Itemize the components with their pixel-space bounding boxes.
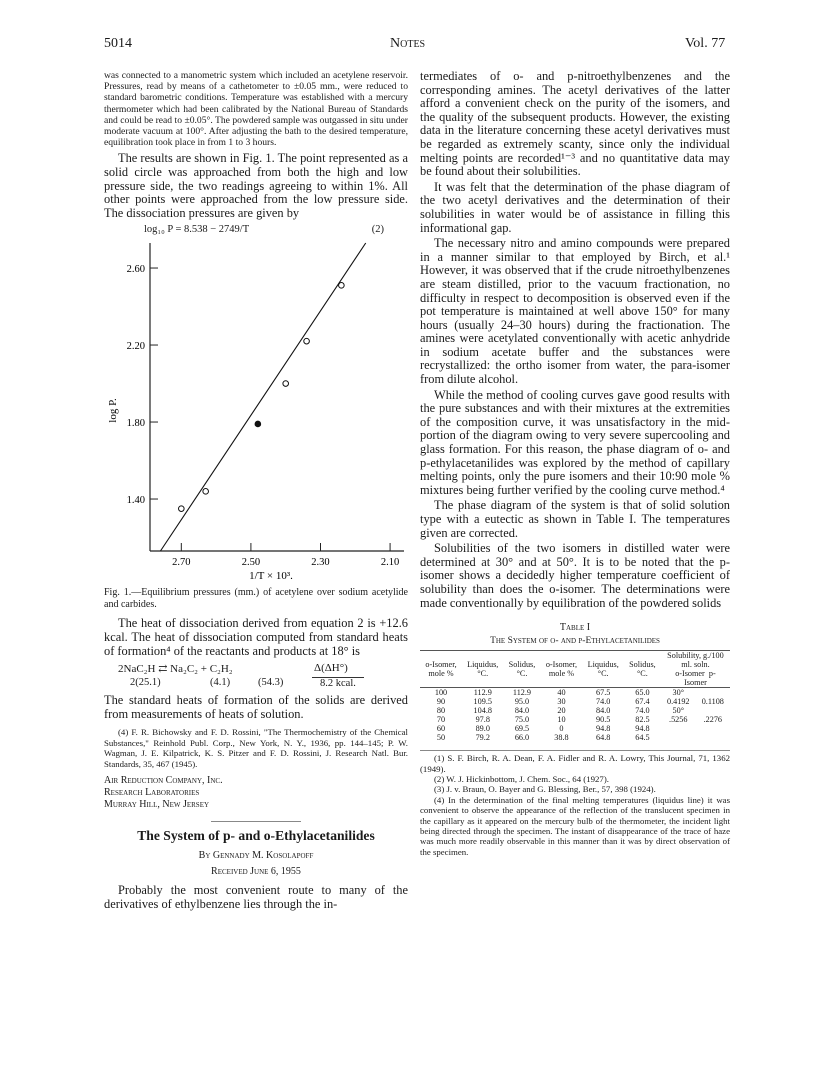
table-cell: 67.4	[635, 697, 650, 707]
reaction-values	[130, 677, 408, 691]
solubility-subheaders	[664, 669, 727, 687]
references	[420, 750, 730, 857]
affiliation-line: Research Laboratories	[104, 786, 200, 798]
solubility-temp: 30°	[672, 688, 684, 698]
table-cell: 69.5	[514, 724, 530, 734]
table-cell: 90	[436, 697, 446, 707]
table-cell: 64.8	[596, 733, 611, 743]
experimental-text: was connected to a manometric system which included an acetylene reservoir. Pressures, read by means of a cathetometer to ±0.05 mm., were reduced to standard barometric conditions. Temperature was established with a mercury thermometer which had been calibrated by the National Bureau of Standards and could be read to ±0.05°. The powdered sample was outgassed in situ under moderate vacuum at 100°. After adjusting the bath to the desired temperature, equilibration took place in from 1 to 3 hours.	[104, 70, 408, 149]
footnote-4: (4) F. R. Bichowsky and F. D. Rossini, "The Thermochemistry of the Chemical Substances," Reinhold Publ. Corp., New York, N. Y., 1936, pp. 144–145; P. W. Wagman, J. E. Kilpatrick, K. S. Pitzer and F. D. Rossini, J. Research Natl. Bur. Standards, 35, 467 (1945).	[104, 727, 408, 769]
solubility-title: Solubility, g./100 ml. soln.	[667, 651, 724, 670]
reaction-value: 8.2 kcal.	[312, 677, 364, 689]
table-row	[420, 715, 730, 724]
open-data-point	[283, 381, 289, 387]
table-cell: 75.0	[514, 715, 530, 725]
figure-caption: Fig. 1.—Equilibrium pressures (mm.) of acetylene over sodium acetylide and carbides.	[104, 587, 408, 611]
table-cell: 70	[436, 715, 446, 725]
table-cell: 112.9	[473, 688, 492, 698]
solubility-value: .5256	[669, 715, 688, 725]
table-cell: 97.8	[475, 715, 490, 725]
divider	[211, 821, 301, 822]
received-date: Received June 6, 1955	[211, 865, 301, 877]
table-label: Table I	[559, 622, 591, 634]
column-header: Solidus, °C.	[629, 660, 656, 679]
table-cell: 65.0	[635, 688, 650, 698]
table-cell	[696, 688, 730, 698]
table-cell	[661, 724, 696, 733]
paragraph: termediates of o- and p-nitroethylbenzenes and the corresponding amines. The acetyl derivatives of the latter afford a convenient check on the purity of the isomers, and the quality of the subsequent products. However, the existing data in the literature concerning these acetyl derivatives must be regarded as extremely scanty, since only the individual melting points are recorded¹⁻³ and no quantitative data may be found about their solubilities.	[420, 69, 730, 179]
equation-text: log₁₀ P = 8.538 − 2749/T	[144, 224, 250, 236]
table-cell: 94.8	[596, 724, 611, 734]
table-row	[420, 724, 730, 733]
reaction-line	[118, 662, 408, 676]
open-data-point	[203, 489, 209, 495]
table-cell: 95.0	[514, 697, 530, 707]
table-row	[420, 706, 730, 715]
paragraph: The phase diagram of the system is that of solid solution type with a eutectic as shown in Table I. The temperatures given are corrected.	[420, 498, 730, 540]
page-number: 5014	[104, 36, 132, 51]
solubility-value: .2276	[703, 715, 722, 725]
table-row	[420, 733, 730, 742]
x-tick-label: 2.70	[172, 557, 191, 569]
y-axis-label: log P.	[107, 398, 119, 424]
reaction-value: (4.1)	[210, 677, 231, 689]
reference: (3) J. v. Braun, O. Bayer and G. Blessing, Ber., 57, 398 (1924).	[434, 784, 656, 795]
table-title: The System of o- and p-Ethylacetanilides	[490, 636, 660, 647]
reference: (4) In the determination of the final melting temperatures (liquidus line) it was convenient to observe the appearance of the reflection of the translucent specimen in the capillary as it appeared on the mercury bulb of the thermometer, the incident light being directed through the specimen. The instant of disappearance of the trace of haze was much more readily observable in this manner than it was by direct observation of the specimen.	[420, 794, 730, 857]
reference: (2) W. J. Hickinbottom, J. Chem. Soc., 64 (1927).	[434, 773, 609, 784]
paragraph: Solubilities of the two isomers in distilled water were determined at 30° and at 50°. It is to be noted that the p-isomer shows a decidedly higher temperature coefficient of solubility than does the o-isomer. The determinations were made conventionally by equilibration of the powdered solids	[420, 541, 730, 610]
column-header: o-Isomer, mole %	[425, 660, 457, 679]
table-cell: 109.5	[473, 697, 492, 707]
x-tick-label: 2.30	[311, 557, 330, 569]
affiliation-line: Murray Hill, New Jersey	[104, 798, 210, 810]
open-data-point	[339, 283, 345, 289]
standard-heats-paragraph: The standard heats of formation of the solids are derived from measurements of heats of solution.	[104, 693, 408, 721]
table-cell: 40	[557, 688, 566, 698]
paragraph: The necessary nitro and amino compounds were prepared in a manner similar to that employed by Birch, et al.¹ However, it was observed that if the crude nitroethylbenzenes are steam distilled, prior to the vacuum fractionation, no difficulty in respect to decomposition is observed even if the pot temperature is maintained at well above 150° for many hours (usually 24–30 hours) during the fractionation. The amines were acetylated conventionally with acetic anhydride in sodium acetate buffer and the substances were recrystallized: the ortho isomer from water, the para-isomer from dilute alcohol.	[420, 236, 730, 387]
solubility-value: 0.1108	[701, 697, 724, 707]
table-cell: 67.5	[596, 688, 611, 698]
table-cell: 50	[436, 733, 446, 743]
affiliation-line: Air Reduction Company, Inc.	[104, 774, 223, 786]
table-cell: 89.0	[475, 724, 490, 734]
table-row	[420, 688, 730, 698]
heat-paragraph: The heat of dissociation derived from equation 2 is +12.6 kcal. The heat of dissociation computed from standard heats of formation⁴ of the reactants and products at 18° is	[104, 616, 408, 658]
reference: (1) S. F. Birch, R. A. Dean, F. A. Fidler and R. A. Lowry, This Journal, 71, 1362 (1949).	[420, 753, 730, 774]
solid-data-point	[255, 422, 261, 428]
table-cell: 64.5	[635, 733, 650, 743]
table-cell: 94.8	[635, 724, 650, 734]
column-header: Liquidus, °C.	[467, 660, 499, 679]
open-data-point	[304, 339, 310, 345]
table-cell: 112.9	[512, 688, 532, 698]
table-cell: 60	[436, 724, 446, 734]
solubility-subheader: p-Isomer	[684, 669, 716, 688]
equation-number: (2)	[371, 224, 384, 236]
solubility-header	[661, 651, 730, 688]
article-title: The System of p- and o-Ethylacetanilides	[137, 827, 375, 843]
table-cell	[696, 724, 730, 733]
open-data-point	[179, 506, 185, 512]
table-cell	[661, 733, 696, 742]
y-tick-label: 2.20	[126, 341, 145, 353]
column-header: Solidus, °C.	[508, 660, 536, 679]
paragraph: While the method of cooling curves gave good results with the pure substances and with their mixtures at the extremities of the composition curve, it was unsatisfactory in the mid-portion of the diagram owing to very severe supercooling and glass formation. For this reason, the phase diagram of o- and p-ethylacetanilides was explored by the method of capillary melting points, only the pure isomers and their 10:90 mole % mixtures being further verified by the cooling curve method.⁴	[420, 387, 730, 497]
y-tick-label: 1.40	[126, 495, 145, 507]
solubility-temp: 50°	[672, 706, 684, 716]
reaction-dh: Δ(ΔH°)	[314, 662, 348, 675]
table-cell: 20	[557, 706, 566, 716]
reaction-value: 2(25.1)	[130, 677, 161, 689]
volume-label: Vol. 77	[685, 36, 726, 51]
x-tick-label: 2.50	[241, 557, 261, 569]
table-cell: 79.2	[475, 733, 490, 743]
affiliation	[104, 775, 408, 811]
right-column	[420, 70, 730, 857]
reaction-value: (54.3)	[258, 677, 284, 689]
table-cell: 82.5	[635, 715, 650, 725]
table-cell	[696, 733, 730, 742]
table-cell: 90.5	[596, 715, 611, 725]
table-cell: 30	[557, 697, 566, 707]
fit-line	[160, 243, 365, 551]
author: By Gennady M. Kosolapoff	[198, 849, 314, 861]
table-cell: 0	[559, 724, 564, 734]
running-head: Notes	[390, 36, 426, 51]
paragraph: It was felt that the determination of the phase diagram of the two acetyl derivatives and the determination of their solubilities in water would be of assistance in filling this informational gap.	[420, 179, 730, 235]
table-row	[420, 697, 730, 706]
table-cell: 74.0	[596, 697, 611, 707]
table-cell: 10	[557, 715, 566, 725]
reaction-equation: 2NaC₂H ⇄ Na₂C₂ + C₂H₂	[118, 663, 233, 676]
table-cell	[696, 706, 730, 715]
table-cell: 74.0	[635, 706, 650, 716]
table-cell: 104.8	[473, 706, 492, 716]
equation-2	[144, 224, 408, 235]
column-header: Liquidus, °C.	[587, 660, 619, 679]
phase-table	[420, 650, 730, 742]
table-cell: 80	[436, 706, 446, 716]
y-tick-label: 1.80	[126, 418, 145, 430]
x-axis-label: 1/T × 10³.	[249, 570, 293, 583]
results-paragraph: The results are shown in Fig. 1. The point represented as a solid circle was approached from both the high and low pressure side, the two readings agreeing to within 1%. All other points were approached from the low pressure side. The dissociation pressures are given by	[104, 151, 408, 220]
table-cell: 84.0	[514, 706, 530, 716]
solubility-subheader: o-Isomer	[675, 669, 705, 679]
table-cell: 38.8	[554, 733, 569, 743]
table-cell: 66.0	[514, 733, 530, 743]
solubility-value: 0.4192	[666, 697, 690, 707]
x-tick-label: 2.10	[380, 557, 400, 569]
opening-paragraph: Probably the most convenient route to many of the derivatives of ethylbenzene lies through the in-	[104, 882, 408, 911]
table-cell: 84.0	[596, 706, 611, 716]
figure-1-chart	[104, 237, 408, 587]
column-header: o-Isomer, mole %	[545, 660, 578, 679]
y-tick-label: 2.60	[126, 264, 145, 276]
left-column	[104, 70, 408, 911]
table-cell: 100	[434, 688, 448, 698]
